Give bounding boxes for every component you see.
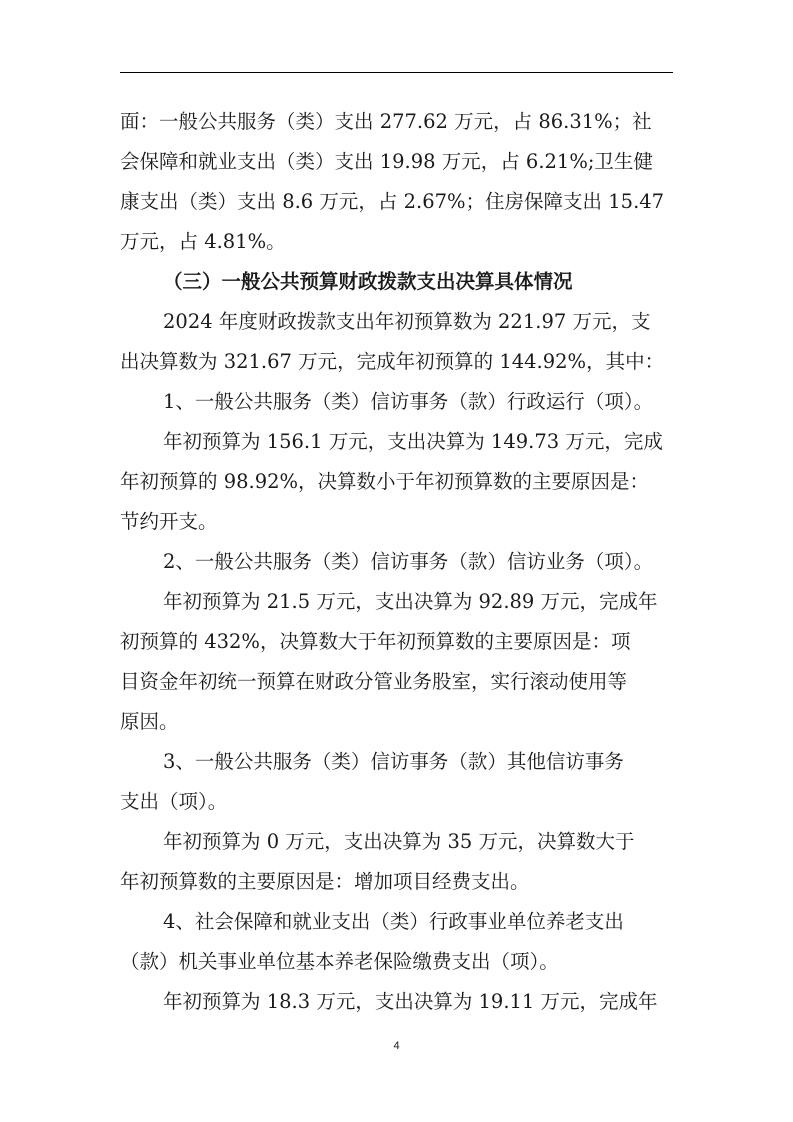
text-line: 面：一般公共服务（类）支出 277.62 万元，占 86.31%；社 (120, 110, 652, 133)
text-line: 年初预算的 98.92%，决算数小于年初预算数的主要原因是： (120, 470, 650, 493)
text-line: 年初预算为 156.1 万元，支出决算为 149.73 万元，完成 (163, 430, 663, 453)
item-title: 2、一般公共服务（类）信访事务（款）信访业务（项）。 (163, 550, 654, 573)
text-line: 年初预算为 0 万元，支出决算为 35 万元，决算数大于 (163, 830, 635, 853)
page-number: 4 (393, 1040, 400, 1052)
section-heading: （三）一般公共预算财政拨款支出决算具体情况 (163, 270, 573, 293)
text-line: 出决算数为 321.67 万元，完成年初预算的 144.92%，其中： (120, 350, 665, 373)
item-title: 4、社会保障和就业支出（类）行政事业单位养老支出 (163, 910, 624, 933)
text-line: 万元，占 4.81%。 (120, 230, 286, 253)
item-title: 3、一般公共服务（类）信访事务（款）其他信访事务 (163, 750, 624, 773)
text-line: 年初预算为 21.5 万元，支出决算为 92.89 万元，完成年 (163, 590, 658, 613)
text-line: 年初预算为 18.3 万元，支出决算为 19.11 万元，完成年 (163, 990, 658, 1013)
text-line: 初预算的 432%，决算数大于年初预算数的主要原因是：项 (120, 630, 631, 653)
header-rule (120, 72, 673, 73)
text-line: 原因。 (120, 710, 179, 733)
text-line: 2024 年度财政拨款支出年初预算数为 221.97 万元，支 (163, 310, 651, 333)
text-line: 会保障和就业支出（类）支出 19.98 万元，占 6.21%;卫生健 (120, 150, 653, 173)
text-line: 支出（项）。 (120, 790, 228, 813)
text-line: 年初预算数的主要原因是：增加项目经费支出。 (120, 870, 530, 893)
document-body (120, 102, 673, 1022)
text-line: 节约开支。 (120, 510, 218, 533)
item-title: 1、一般公共服务（类）信访事务（款）行政运行（项）。 (163, 390, 654, 413)
text-line: 康支出（类）支出 8.6 万元，占 2.67%；住房保障支出 15.47 (120, 190, 665, 213)
text-line: （款）机关事业单位基本养老保险缴费支出（项）。 (120, 950, 559, 973)
text-line: 目资金年初统一预算在财政分管业务股室，实行滚动使用等 (120, 670, 628, 693)
